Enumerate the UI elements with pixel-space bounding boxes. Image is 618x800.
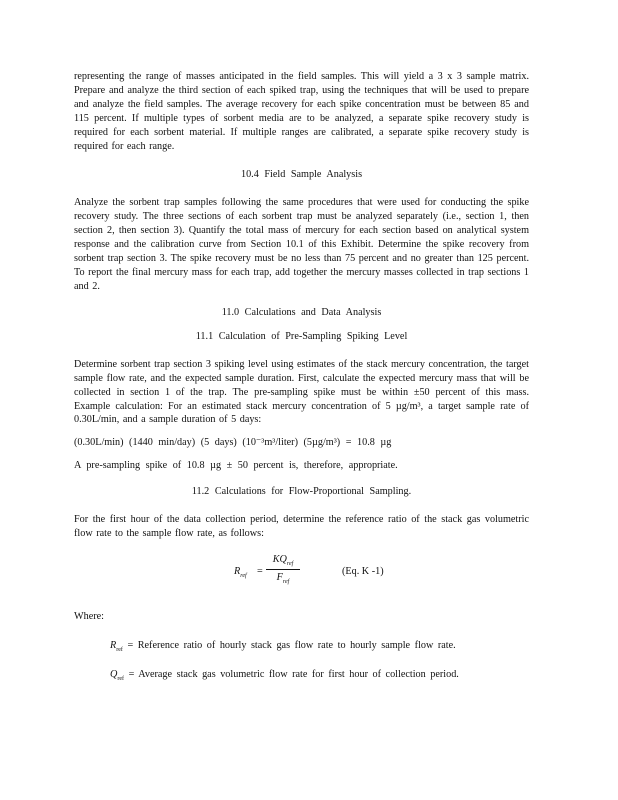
paragraph-spiking-level: Determine sorbent trap section 3 spiking level using estimates of the stack mercury concentration, the target sample flow rate, and the expected sample duration. First, calculate the expected mercury mass that will be collected in section 1 of the trap. The pre-sampling spike must be within ±50 percent of this mass. Example calculation: For an estimated stack mercury concentration of 5 µg/m³, a target sample rate of 0.30L/min, and a sample duration of 5 days: [74, 358, 530, 426]
heading-11-0: 11.0 Calculations and Data Analysis [221, 306, 382, 318]
example-calculation: (0.30L/min) (1440 min/day) (5 days) (10⁻³m³/liter) (5µg/m³) = 10.8 µg [74, 437, 392, 449]
paragraph-appropriate: A pre-sampling spike of 10.8 µg ± 50 percent is, therefore, appropriate. [74, 460, 398, 472]
equation-denominator: $F_{ref}$ [276, 572, 290, 586]
equation-label: (Eq. K -1) [342, 566, 384, 578]
definition-q-ref: $Q_{ref}$ = Average stack gas volumetric flow rate for first hour of collection period. [110, 669, 459, 683]
equation-numerator: $KQ_{ref}$ [272, 554, 294, 568]
equation-lhs: $R_{ref}$ [234, 566, 247, 580]
heading-11-1: 11.1 Calculation of Pre-Sampling Spiking Level [195, 330, 408, 342]
paragraph-flow-proportional: For the first hour of the data collection period, determine the reference ratio of the stack gas volumetric flow rate to the sample flow rate, as follows: [74, 514, 529, 540]
heading-10-4: 10.4 Field Sample Analysis [240, 169, 363, 181]
definition-r-ref: $R_{ref}$ = Reference ratio of hourly stack gas flow rate to hourly sample flow rate. [110, 640, 456, 654]
equation-equals: = [257, 566, 263, 578]
heading-11-2: 11.2 Calculations for Flow-Proportional Sampling. [191, 486, 412, 498]
equation-k-1 [74, 554, 529, 594]
paragraph-spike-recovery: representing the range of masses anticipated in the field samples. This will yield a 3 x 3 sample matrix. Prepare and analyze the third section of each spiked trap, using the techniques that will be used to prepare and analyze the field samples. The average recovery for each spike concentration must be between 85 and 115 percent. If multiple types of sorbent media are to be analyzed, a separate spike recovery study is required for each sorbent material. If multiple ranges are calibrated, a separate spike recovery study is required for each range. [74, 71, 529, 152]
fraction-bar [266, 569, 300, 570]
paragraph-field-sample: Analyze the sorbent trap samples following the same procedures that were used for conducting the spike recovery study. The three sections of each sorbent trap must be analyzed separately (i.e., section 1, then section 2, then section 3). Quantify the total mass of mercury for each section based on analytical system response and the calibration curve from Section 10.1 of this Exhibit. Determine the spike recovery from sorbent trap section 3. The spike recovery must be no less than 75 percent and no greater than 125 percent. To report the final mercury mass for each trap, add together the mercury masses collected in trap sections 1 and 2. [74, 197, 529, 292]
where-label: Where: [74, 611, 104, 623]
document-page [74, 70, 529, 682]
